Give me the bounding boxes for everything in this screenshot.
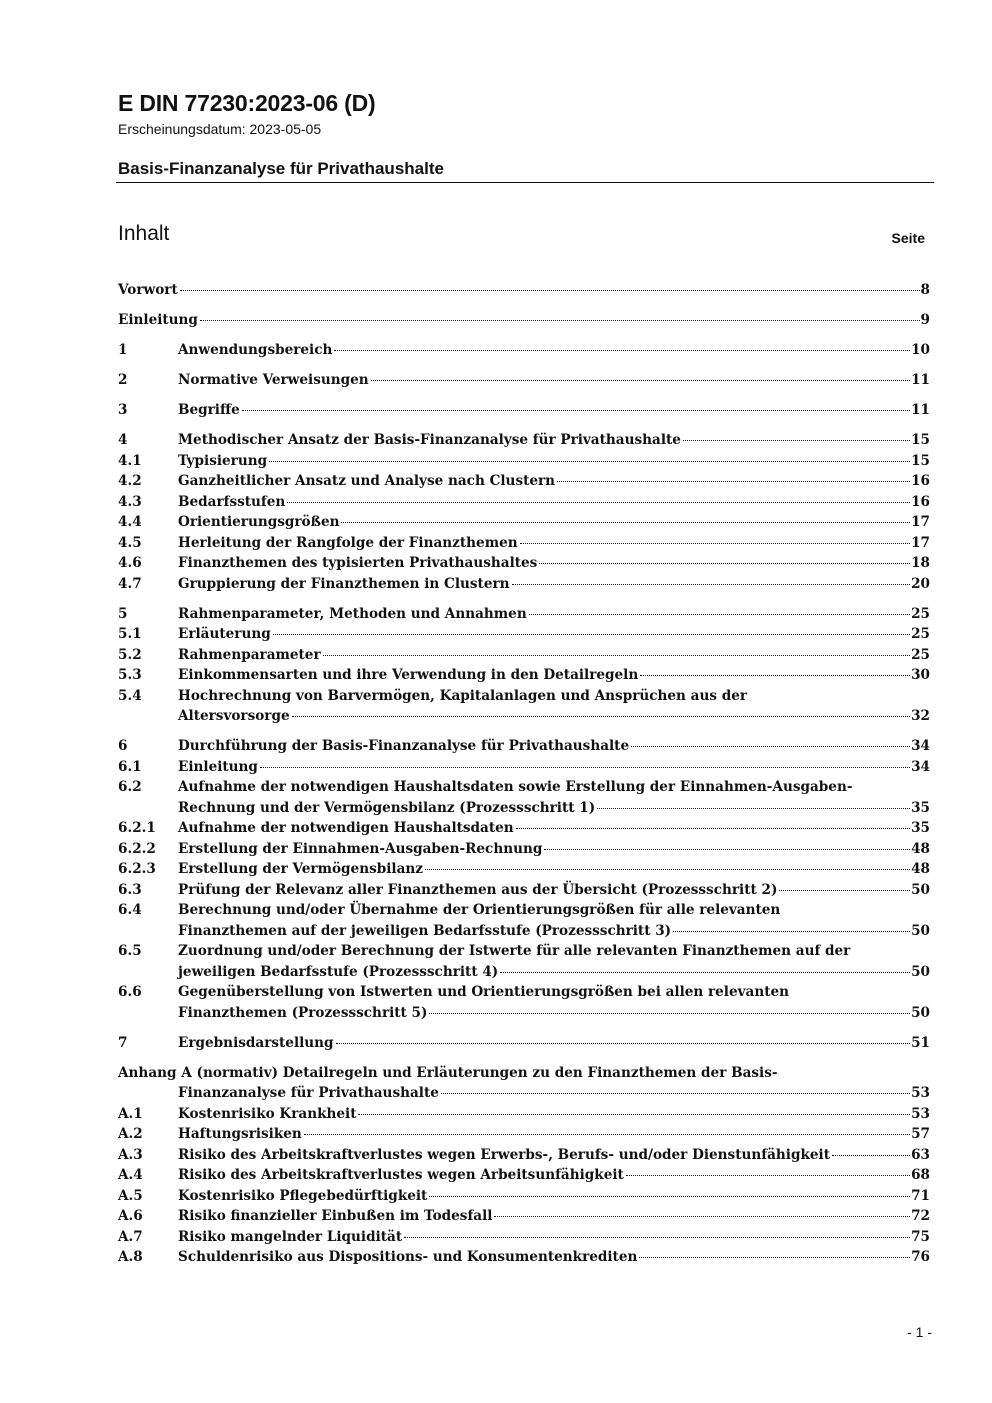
toc-entry-title: Hochrechnung von Barvermögen, Kapitalanlagen und Ansprüchen aus der (178, 687, 748, 704)
toc-entry-title: Zuordnung und/oder Berechnung der Istwerte für alle relevanten Finanzthemen auf der (178, 943, 851, 959)
toc-entry-number: 7 (118, 1034, 128, 1051)
toc-entry-title: Risiko des Arbeitskraftverlustes wegen Erwerbs-, Berufs- und/oder Dienstunfähigkeit (178, 1146, 830, 1163)
toc-dot-leader (287, 502, 910, 503)
toc-dot-leader (242, 410, 910, 411)
toc-entry[interactable] (118, 941, 930, 962)
toc-entry-title: Ergebnisdarstellung (178, 1034, 334, 1051)
toc-entry-page: 16 (911, 473, 930, 489)
toc-entry[interactable] (118, 736, 930, 757)
toc-dot-leader (273, 634, 910, 635)
toc-entry-title: Gegenüberstellung von Istwerten und Orientierungsgrößen bei allen relevanten (178, 984, 790, 1000)
toc-dot-leader (404, 1237, 910, 1238)
toc-entry-page: 71 (911, 1187, 930, 1204)
toc-entry-title: Bedarfsstufen (178, 493, 286, 510)
toc-dot-leader (371, 380, 910, 381)
toc-entry-title-continued: Altersvorsorge (178, 708, 290, 724)
toc-entry-number: A.7 (118, 1228, 143, 1245)
toc-entry-title-continued: Finanzanalyse für Privathaushalte (178, 1085, 439, 1101)
toc-entry[interactable] (118, 553, 930, 574)
toc-entry-page: 35 (911, 799, 930, 816)
toc-dot-leader (683, 440, 910, 441)
document-subtitle: Basis-Finanzanalyse für Privathaushalte (118, 159, 444, 178)
toc-entry-page: 34 (911, 758, 930, 775)
toc-entry-title: Prüfung der Relevanz aller Finanzthemen aus der Übersicht (Prozessschritt 2) (178, 881, 778, 898)
toc-entry[interactable] (118, 624, 930, 645)
toc-entry[interactable] (118, 1206, 930, 1227)
toc-entry-title-continued: Finanzthemen (Prozessschritt 5) (178, 1004, 428, 1021)
toc-entry[interactable] (118, 900, 930, 921)
toc-entry[interactable] (118, 982, 930, 1003)
toc-entry[interactable] (118, 839, 930, 860)
toc-dot-leader (557, 481, 910, 482)
toc-entry[interactable] (118, 533, 930, 554)
toc-entry-number: A.1 (118, 1105, 143, 1122)
toc-entry-page: 68 (911, 1167, 930, 1183)
toc-entry-title: Risiko des Arbeitskraftverlustes wegen Arbeitsunfähigkeit (178, 1167, 624, 1183)
toc-entry-page: 17 (911, 534, 930, 551)
toc-entry-title: Berechnung und/oder Übernahme der Orientierungsgrößen für alle relevanten (178, 902, 781, 918)
toc-entry-number: 4.3 (118, 493, 142, 510)
toc-dot-leader (597, 808, 910, 809)
toc-dot-leader (626, 1175, 910, 1176)
toc-entry-title: Herleitung der Rangfolge der Finanzthemen (178, 534, 518, 551)
toc-entry-page: 76 (911, 1249, 930, 1265)
toc-entry-page: 48 (911, 840, 930, 857)
toc-entry-title: Aufnahme der notwendigen Haushaltsdaten (178, 820, 514, 836)
toc-entry-title: Einleitung (178, 758, 258, 775)
toc-entry[interactable] (118, 665, 930, 686)
toc-entry-page: 57 (911, 1126, 930, 1142)
toc-entry-number: 6.1 (118, 758, 142, 775)
toc-dot-leader (512, 584, 911, 585)
toc-entry[interactable] (118, 818, 930, 839)
toc-entry[interactable] (118, 1165, 930, 1186)
toc-entry-title: Durchführung der Basis-Finanzanalyse für Privathaushalte (178, 738, 630, 754)
toc-entry[interactable] (118, 1186, 930, 1207)
toc-entry[interactable] (118, 604, 930, 625)
toc-entry-page: 53 (911, 1105, 930, 1122)
toc-entry-title: Anhang A (normativ) Detailregeln und Erläuterungen zu den Finanzthemen der Basis- (118, 1064, 778, 1081)
toc-entry[interactable] (118, 645, 930, 666)
toc-entry-title: Aufnahme der notwendigen Haushaltsdaten sowie Erstellung der Einnahmen-Ausgaben- (178, 779, 853, 795)
toc-entry-title: Kostenrisiko Pflegebedürftigkeit (178, 1187, 428, 1204)
toc-entry-number: 4.4 (118, 514, 142, 530)
toc-entry-page: 51 (911, 1034, 930, 1051)
document-title: E DIN 77230:2023-06 (D) (118, 90, 376, 116)
toc-entry[interactable] (118, 574, 930, 595)
toc-dot-leader (516, 828, 910, 829)
toc-dot-leader (500, 972, 910, 973)
toc-entry-number: 6.2.2 (118, 840, 156, 857)
toc-dot-leader (832, 1155, 910, 1156)
toc-entry-page: 75 (911, 1228, 930, 1245)
toc-entry[interactable] (118, 430, 930, 451)
toc-dot-leader (544, 849, 910, 850)
toc-entry-title: Ganzheitlicher Ansatz und Analyse nach Clustern (178, 473, 556, 489)
toc-entry-number: 6.4 (118, 902, 142, 918)
page-number: - 1 - (907, 1324, 932, 1340)
toc-entry[interactable] (118, 777, 930, 798)
toc-entry-page: 50 (911, 922, 930, 939)
toc-entry-number: 4.5 (118, 534, 142, 551)
toc-dot-leader (292, 716, 910, 717)
toc-entry-number: 6.2.3 (118, 861, 156, 877)
toc-entry-number: 6.5 (118, 943, 142, 959)
toc-dot-leader (639, 1257, 910, 1258)
toc-entry-page: 30 (911, 667, 930, 683)
toc-entry-page: 50 (911, 881, 930, 898)
toc-entry-title: Methodischer Ansatz der Basis-Finanzanalyse für Privathaushalte (178, 432, 681, 448)
toc-entry-title: Haftungsrisiken (178, 1126, 302, 1142)
toc-dot-leader (425, 869, 910, 870)
toc-entry-title: Einkommensarten und ihre Verwendung in den Detailregeln (178, 667, 639, 683)
toc-entry-number: 4.7 (118, 575, 142, 592)
toc-dot-leader (323, 655, 910, 656)
toc-entry-page: 25 (911, 626, 930, 642)
toc-entry[interactable] (118, 1145, 930, 1166)
toc-entry-continuation[interactable] (118, 1003, 930, 1024)
toc-entry-number: A.4 (118, 1167, 143, 1183)
toc-entry-number: A.5 (118, 1187, 143, 1204)
toc-entry[interactable] (118, 512, 930, 533)
toc-entry[interactable] (118, 1247, 930, 1268)
toc-entry-number: 6.2 (118, 779, 142, 795)
toc-entry-title: Risiko mangelnder Liquidität (178, 1228, 403, 1245)
toc-entry-title: Erstellung der Einnahmen-Ausgaben-Rechnung (178, 840, 543, 857)
toc-entry-title: Normative Verweisungen (178, 372, 369, 388)
toc-entry-title: Schuldenrisiko aus Dispositions- und Konsumentenkrediten (178, 1249, 638, 1265)
toc-heading: Inhalt (118, 222, 170, 245)
toc-entry-page: 17 (911, 514, 930, 530)
toc-entry-page: 15 (911, 452, 930, 469)
toc-entry-page: 20 (911, 575, 930, 592)
toc-entry[interactable] (118, 280, 930, 301)
toc-entry-title: Typisierung (178, 452, 268, 469)
toc-dot-leader (631, 746, 910, 747)
toc-entry[interactable] (118, 880, 930, 901)
toc-entry-title: Risiko finanzieller Einbußen im Todesfall (178, 1208, 493, 1224)
toc-dot-leader (779, 890, 910, 891)
toc-entry-number: 6.3 (118, 881, 142, 898)
toc-entry[interactable] (118, 1063, 930, 1084)
toc-entry-continuation[interactable] (118, 962, 930, 983)
toc-entry-title: Gruppierung der Finanzthemen in Clustern (178, 575, 510, 592)
toc-entry-page: 50 (911, 1004, 930, 1021)
toc-entry[interactable] (118, 370, 930, 391)
toc-entry-page: 53 (911, 1085, 930, 1101)
toc-dot-leader (341, 522, 910, 523)
toc-entry-page: 15 (911, 432, 930, 448)
table-of-contents (118, 280, 930, 1268)
toc-dot-leader (640, 675, 910, 676)
toc-dot-leader (429, 1196, 910, 1197)
toc-dot-leader (358, 1114, 910, 1115)
toc-entry-continuation[interactable] (118, 798, 930, 819)
toc-entry[interactable] (118, 686, 930, 707)
toc-entry-continuation[interactable] (118, 921, 930, 942)
toc-entry-page: 25 (911, 646, 930, 663)
toc-entry-title: Rahmenparameter, Methoden und Annahmen (178, 605, 527, 622)
toc-dot-leader (304, 1134, 910, 1135)
toc-page-column-label: Seite (891, 230, 925, 246)
toc-entry-number: 6.2.1 (118, 820, 156, 836)
toc-entry-page: 32 (911, 708, 930, 724)
toc-dot-leader (260, 767, 910, 768)
toc-entry-number: 6 (118, 738, 128, 754)
toc-entry[interactable] (118, 310, 930, 331)
toc-entry-page: 25 (911, 605, 930, 622)
toc-dot-leader (494, 1216, 910, 1217)
toc-entry-page: 35 (911, 820, 930, 836)
publication-date: Erscheinungsdatum: 2023-05-05 (118, 121, 322, 137)
toc-dot-leader (673, 931, 910, 932)
header-divider (116, 182, 934, 183)
toc-entry-title: Erläuterung (178, 626, 271, 642)
toc-entry-number: 4 (118, 432, 128, 448)
toc-entry-title-continued: Rechnung und der Vermögensbilanz (Prozessschritt 1) (178, 799, 596, 816)
toc-dot-leader (180, 290, 920, 291)
toc-entry[interactable] (118, 340, 930, 361)
toc-entry-number: 5 (118, 605, 128, 622)
toc-entry-title: Kostenrisiko Krankheit (178, 1105, 357, 1122)
toc-entry-continuation[interactable] (118, 706, 930, 727)
toc-entry-page: 48 (911, 861, 930, 877)
toc-entry-title-continued: jeweiligen Bedarfsstufe (Prozessschritt 4) (178, 963, 499, 980)
toc-entry[interactable] (118, 1124, 930, 1145)
toc-dot-leader (269, 461, 910, 462)
toc-entry[interactable] (118, 492, 930, 513)
toc-entry-page: 10 (911, 342, 930, 358)
toc-entry-page: 9 (920, 312, 930, 328)
toc-entry-page: 50 (911, 963, 930, 980)
toc-entry-title: Begriffe (178, 402, 240, 418)
toc-entry[interactable] (118, 859, 930, 880)
toc-entry-title: Orientierungsgrößen (178, 514, 340, 530)
toc-entry-title: Einleitung (118, 312, 198, 328)
toc-entry-number: 5.2 (118, 646, 142, 663)
toc-entry[interactable] (118, 471, 930, 492)
toc-entry-number: 6.6 (118, 984, 142, 1000)
toc-entry-number: A.3 (118, 1146, 143, 1163)
toc-dot-leader (429, 1013, 910, 1014)
toc-entry-number: 4.2 (118, 473, 142, 489)
toc-dot-leader (539, 563, 910, 564)
toc-entry-page: 16 (911, 493, 930, 510)
toc-entry-page: 63 (911, 1146, 930, 1163)
toc-entry[interactable] (118, 1033, 930, 1054)
toc-dot-leader (529, 614, 910, 615)
toc-entry-number: 3 (118, 402, 128, 418)
toc-entry-number: 5.3 (118, 667, 142, 683)
toc-entry-title: Anwendungsbereich (178, 342, 333, 358)
toc-dot-leader (520, 543, 910, 544)
toc-entry-title: Erstellung der Vermögensbilanz (178, 861, 423, 877)
toc-dot-leader (336, 1043, 911, 1044)
toc-entry-page: 72 (911, 1208, 930, 1224)
toc-entry[interactable] (118, 1104, 930, 1125)
toc-dot-leader (334, 350, 910, 351)
toc-entry-page: 18 (911, 555, 930, 571)
toc-entry[interactable] (118, 1227, 930, 1248)
toc-entry-number: A.6 (118, 1208, 143, 1224)
toc-entry[interactable] (118, 757, 930, 778)
toc-entry-number: A.2 (118, 1126, 143, 1142)
toc-dot-leader (200, 320, 920, 321)
toc-entry-number: 4.1 (118, 452, 142, 469)
toc-entry-title-continued: Finanzthemen auf der jeweiligen Bedarfsstufe (Prozessschritt 3) (178, 922, 672, 939)
toc-entry-title: Vorwort (118, 282, 178, 298)
toc-entry-title: Finanzthemen des typisierten Privathaushaltes (178, 555, 538, 571)
toc-entry-page: 8 (920, 282, 930, 298)
toc-entry-continuation[interactable] (118, 1083, 930, 1104)
toc-entry-page: 34 (911, 738, 930, 754)
toc-dot-leader (441, 1093, 910, 1094)
toc-entry-number: A.8 (118, 1249, 143, 1265)
toc-entry-number: 4.6 (118, 555, 142, 571)
toc-entry-number: 5.4 (118, 687, 142, 704)
toc-entry-page: 11 (911, 402, 930, 418)
toc-entry[interactable] (118, 400, 930, 421)
toc-entry-page: 11 (911, 372, 930, 388)
toc-entry[interactable] (118, 451, 930, 472)
toc-entry-number: 2 (118, 372, 128, 388)
toc-entry-number: 5.1 (118, 626, 142, 642)
toc-entry-title: Rahmenparameter (178, 646, 321, 663)
toc-entry-number: 1 (118, 342, 128, 358)
